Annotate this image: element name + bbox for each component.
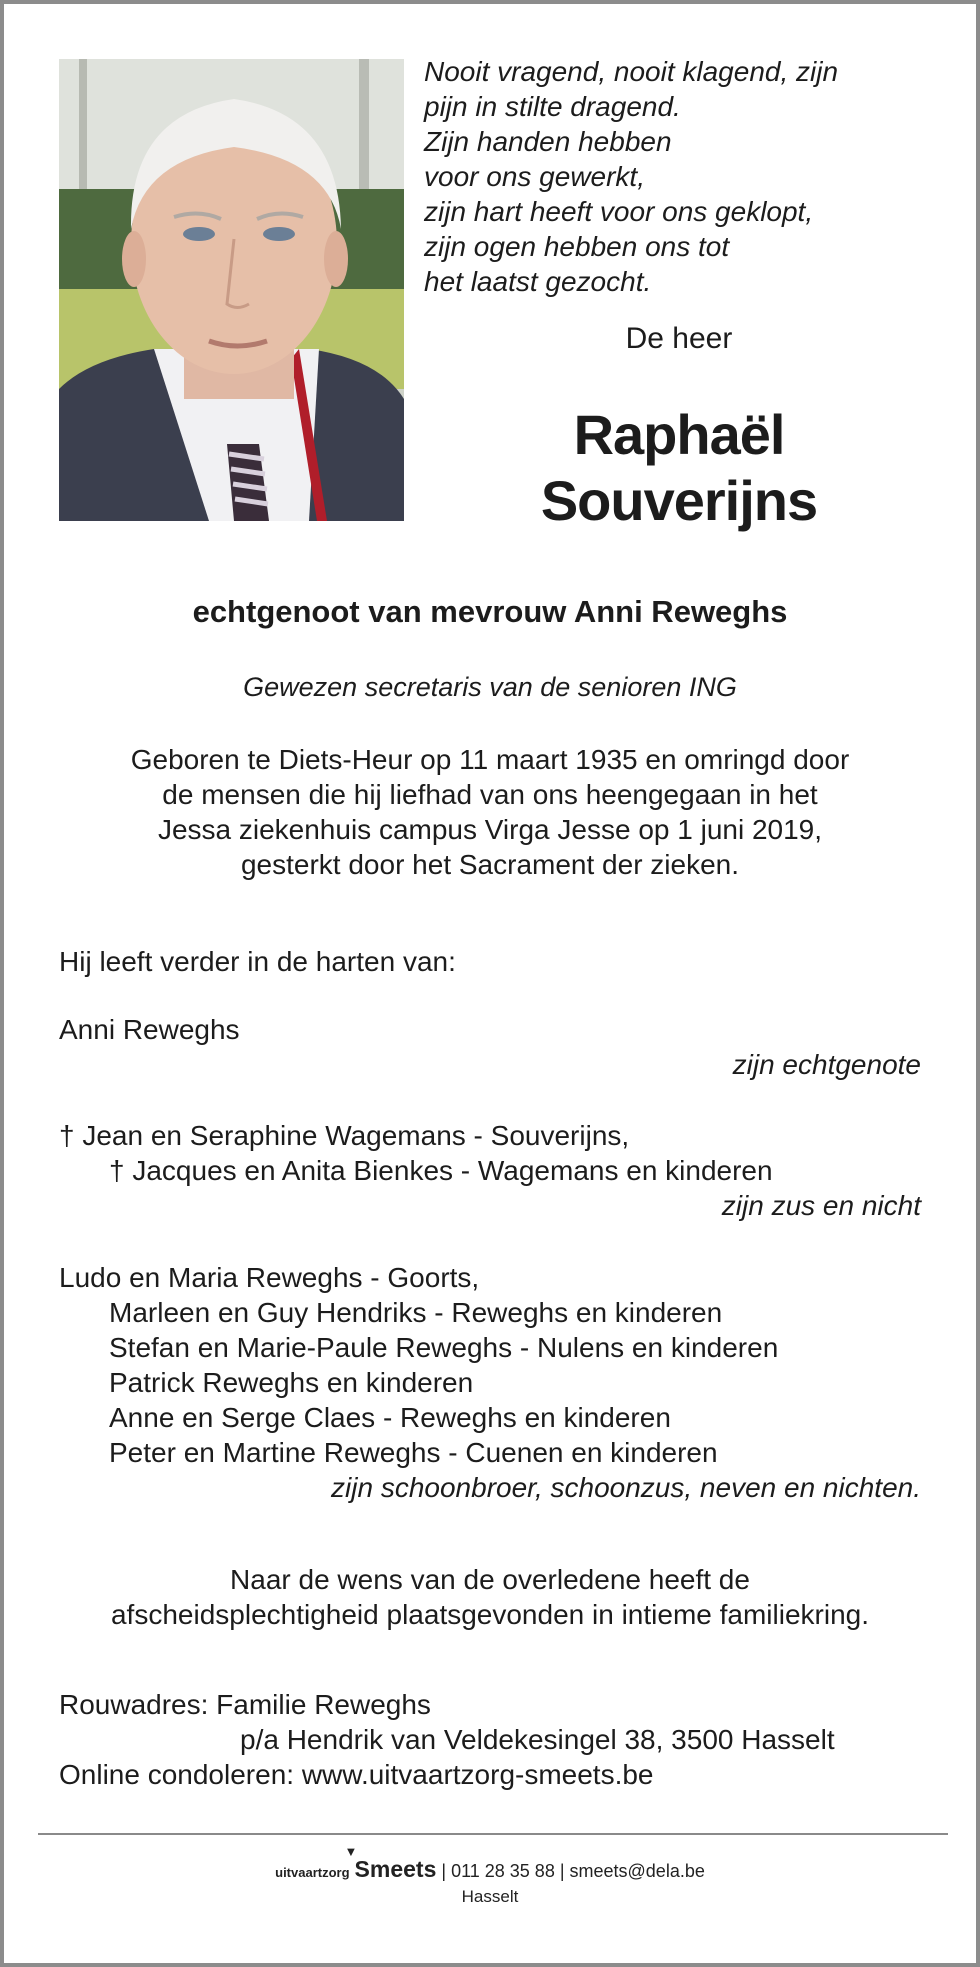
former-role: Gewezen secretaris van de senioren ING <box>243 672 737 702</box>
brand-name: Smeets <box>354 1856 437 1882</box>
footer-city: Hasselt <box>461 1887 519 1906</box>
portrait-photo <box>59 59 404 521</box>
poem-line: Zijn handen hebben <box>424 126 672 157</box>
portrait-image <box>59 59 404 521</box>
last-name: Souverijns <box>540 469 818 532</box>
address-line: p/a Hendrik van Veldekesingel 38, 3500 Hasselt <box>240 1724 835 1755</box>
brand-triangle-icon: ▼ <box>344 1844 358 1859</box>
poem-line: pijn in stilte dragend. <box>424 91 681 122</box>
family-group-spouse <box>59 1012 921 1082</box>
death-announcement <box>4 742 976 882</box>
first-name: Raphaël <box>573 403 785 466</box>
family-group-sister <box>59 1118 921 1223</box>
deceased-name <box>424 402 934 534</box>
brand-name-wrap <box>344 1844 437 1882</box>
footer-divider <box>38 1833 948 1835</box>
family-name: † Jacques en Anita Bienkes - Wagemans en kinderen <box>109 1155 773 1186</box>
family-relation: zijn zus en nicht <box>721 1190 921 1221</box>
poem-line: voor ons gewerkt, <box>424 161 645 192</box>
funeral-notice <box>4 1562 976 1632</box>
family-name: Patrick Reweghs en kinderen <box>109 1367 474 1398</box>
condolence-line[interactable]: Online condoleren: www.uitvaartzorg-smeets.be <box>59 1759 654 1790</box>
mourning-address <box>59 1687 921 1792</box>
brand-prefix: uitvaartzorg <box>275 1865 350 1880</box>
family-name: Peter en Martine Reweghs - Cuenen en kinderen <box>109 1437 718 1468</box>
family-name: Ludo en Maria Reweghs - Goorts, <box>59 1262 480 1293</box>
address-line: Rouwadres: Familie Reweghs <box>59 1689 431 1720</box>
announcement-line: Jessa ziekenhuis campus Virga Jesse op 1 juni 2019, <box>157 814 823 845</box>
poem-line: zijn ogen hebben ons tot <box>424 231 730 262</box>
family-relation: zijn echtgenote <box>732 1049 921 1080</box>
poem-line: het laatst gezocht. <box>424 266 652 297</box>
contact-info[interactable]: | 011 28 35 88 | smeets@dela.be <box>441 1861 705 1881</box>
announcement-line: gesterkt door het Sacrament der zieken. <box>240 849 740 880</box>
poem <box>424 54 944 299</box>
family-relation: zijn schoonbroer, schoonzus, neven en nichten. <box>331 1472 921 1503</box>
salutation: De heer <box>625 322 733 355</box>
mourners-intro: Hij leeft verder in de harten van: <box>59 946 456 977</box>
notice-line: Naar de wens van de overledene heeft de <box>230 1564 750 1595</box>
announcement-line: de mensen die hij liefhad van ons heengegaan in het <box>162 779 818 810</box>
family-name: † Jean en Seraphine Wagemans - Souverijns, <box>59 1120 630 1151</box>
poem-line: Nooit vragend, nooit klagend, zijn <box>424 56 839 87</box>
spouse-line: echtgenoot van mevrouw Anni Reweghs <box>192 594 788 629</box>
family-name: Marleen en Guy Hendriks - Reweghs en kinderen <box>109 1297 723 1328</box>
family-group-in-laws <box>59 1260 921 1505</box>
announcement-line: Geboren te Diets-Heur op 11 maart 1935 en omringd door <box>130 744 850 775</box>
poem-line: zijn hart heeft voor ons geklopt, <box>424 196 814 227</box>
family-name: Anni Reweghs <box>59 1014 240 1045</box>
family-name: Anne en Serge Claes - Reweghs en kinderen <box>109 1402 671 1433</box>
family-name: Stefan en Marie-Paule Reweghs - Nulens en kinderen <box>109 1332 779 1363</box>
funeral-home-footer <box>4 1844 976 1907</box>
notice-line: afscheidsplechtigheid plaatsgevonden in intieme familiekring. <box>110 1599 869 1630</box>
